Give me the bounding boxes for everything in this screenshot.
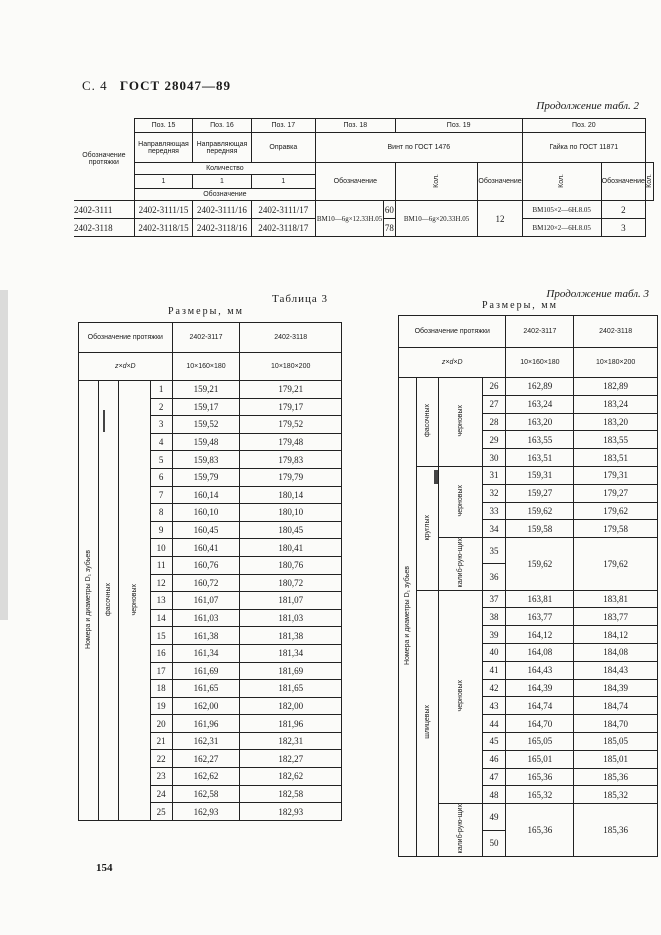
t3-diameter: 181,96 [240, 715, 342, 733]
t3b-tooth-number: 41 [482, 661, 506, 679]
row-p19q: 12 [478, 201, 522, 237]
t3b-tooth-number: 48 [482, 786, 506, 804]
t3-code-1: 2402-3117 [172, 323, 240, 353]
t3b-tooth-number: 43 [482, 697, 506, 715]
row-2-p17: 2402-3118/17 [251, 219, 315, 237]
t3b-group-shlicevyh: шлицевых [416, 590, 438, 856]
t3b-code-1: 2402-3117 [506, 316, 574, 348]
t3b-diameter: 165,36 [506, 804, 574, 857]
t3b-diameter: 163,55 [506, 431, 574, 449]
row-1-p20q: 2 [601, 201, 645, 219]
t3b-tooth-number: 44 [482, 715, 506, 733]
t3-diameter: 180,14 [240, 486, 342, 504]
pos-19: Поз. 19 [395, 119, 522, 133]
t3b-diameter: 163,20 [506, 413, 574, 431]
t3b-diameter: 164,08 [506, 644, 574, 662]
t3b-diameter: 183,55 [574, 431, 658, 449]
sub-qty-18: Кол. [395, 163, 478, 201]
row-2-p20: ВМ120×2—6Н.8.05 [522, 219, 601, 237]
t3-group-label: фасочных [98, 381, 118, 821]
t3-diameter: 161,65 [172, 680, 240, 698]
sub-designation-18: Обозначение [316, 163, 396, 201]
t3b-diameter: 163,77 [506, 608, 574, 626]
t3b-diameter: 183,81 [574, 590, 658, 608]
t3-tooth-number: 23 [150, 768, 172, 786]
name-16: Направляющая передняя [193, 133, 251, 163]
t3b-tooth-number: 42 [482, 679, 506, 697]
page-number: 154 [96, 862, 113, 874]
t3b-tooth-number: 49 [482, 804, 506, 830]
row-p18: ВМ10—6g×12.33Н.05 [316, 201, 384, 237]
t3b-tooth-number: 33 [482, 502, 506, 520]
t3b-tooth-number: 45 [482, 733, 506, 751]
t3-code-2: 2402-3118 [240, 323, 342, 353]
t3b-diameter: 163,51 [506, 449, 574, 467]
designation-label: Обозначение [134, 189, 315, 201]
t3-tooth-number: 16 [150, 644, 172, 662]
t3b-tooth-number: 30 [482, 449, 506, 467]
scan-edge [0, 290, 8, 620]
t3-tooth-number: 9 [150, 521, 172, 539]
t3-tooth-number: 17 [150, 662, 172, 680]
name-20: Гайка по ГОСТ 11871 [522, 133, 645, 163]
row-1-code: 2402-3111 [74, 201, 134, 219]
t3b-diameter: 162,89 [506, 378, 574, 396]
t3b-group-kruglyh: круглых [416, 466, 438, 590]
table-2-continued [74, 118, 654, 237]
t3b-diameter: 185,05 [574, 733, 658, 751]
t3-tooth-number: 4 [150, 433, 172, 451]
t3b-sub-kalib: калиб-рую-щих [438, 804, 482, 857]
t3b-side-label: Номера и диаметры D₁ зубьев [399, 378, 417, 857]
t3-diameter: 182,93 [240, 803, 342, 821]
t3-diameter: 161,69 [172, 662, 240, 680]
t3-diameter: 179,79 [240, 468, 342, 486]
row-2-p15: 2402-3118/15 [134, 219, 192, 237]
table-3-continued [398, 315, 658, 857]
t3-diameter: 180,72 [240, 574, 342, 592]
t3-designation-header: Обозначение протяжки [79, 323, 173, 353]
t3b-diameter: 184,08 [574, 644, 658, 662]
t3b-param-label: z×d×D [399, 348, 506, 378]
t3-diameter: 182,58 [240, 785, 342, 803]
scan-mark-1 [103, 410, 105, 432]
t3-tooth-number: 20 [150, 715, 172, 733]
t3-diameter: 162,27 [172, 750, 240, 768]
t3b-diameter: 184,43 [574, 661, 658, 679]
sub-designation-19: Обозначение [478, 163, 522, 201]
t3-param-1: 10×160×180 [172, 353, 240, 381]
t3-diameter: 159,17 [172, 398, 240, 416]
t3b-diameter: 183,51 [574, 449, 658, 467]
t3-tooth-number: 22 [150, 750, 172, 768]
t3b-diameter: 164,43 [506, 661, 574, 679]
row-1-p15: 2402-3111/15 [134, 201, 192, 219]
qty-16: 1 [193, 175, 251, 189]
t3b-diameter: 185,01 [574, 750, 658, 768]
t3-diameter: 179,21 [240, 381, 342, 399]
row-1-p18q: 60 [384, 201, 396, 219]
t3-diameter: 182,00 [240, 697, 342, 715]
t3-tooth-number: 5 [150, 451, 172, 469]
sub-qty-20: Кол. [646, 163, 654, 201]
t3-param-label: z×d×D [79, 353, 173, 381]
name-17: Оправка [251, 133, 315, 163]
t3-tooth-number: 2 [150, 398, 172, 416]
t3b-diameter: 184,12 [574, 626, 658, 644]
t3-diameter: 160,76 [172, 556, 240, 574]
t3b-diameter: 185,36 [574, 804, 658, 857]
t3-tooth-number: 3 [150, 416, 172, 434]
t3-diameter: 181,38 [240, 627, 342, 645]
t3b-row [399, 538, 658, 564]
t3-diameter: 179,17 [240, 398, 342, 416]
table3-continuation: Продолжение табл. 3 [546, 288, 649, 300]
t3b-param-2: 10×180×200 [574, 348, 658, 378]
sub-qty-19: Кол. [522, 163, 601, 201]
t3-tooth-number: 11 [150, 556, 172, 574]
table3-title: Таблица 3 [272, 293, 329, 305]
t3-tooth-number: 14 [150, 609, 172, 627]
t3-tooth-number: 19 [150, 697, 172, 715]
qty-17: 1 [251, 175, 315, 189]
table3-sizes: Размеры, мм [168, 306, 244, 317]
t3-diameter: 160,45 [172, 521, 240, 539]
t3b-tooth-number: 28 [482, 413, 506, 431]
pos-16: Поз. 16 [193, 119, 251, 133]
page-label: С. 4 [82, 78, 108, 93]
quantity-label: Количество [134, 163, 315, 175]
t3b-diameter: 184,70 [574, 715, 658, 733]
row-1-p20: ВМ105×2—6Н.8.05 [522, 201, 601, 219]
t3b-diameter: 184,39 [574, 679, 658, 697]
table3b-sizes: Размеры, мм [482, 300, 558, 311]
pos-17: Поз. 17 [251, 119, 315, 133]
row-p19: ВМ10—6g×20.33Н.05 [395, 201, 478, 237]
t3b-diameter: 179,58 [574, 520, 658, 538]
t3-tooth-number: 12 [150, 574, 172, 592]
row-2-code: 2402-3118 [74, 219, 134, 237]
t3b-diameter: 185,32 [574, 786, 658, 804]
t3-tooth-number: 24 [150, 785, 172, 803]
t3-tooth-number: 10 [150, 539, 172, 557]
t3-diameter: 162,31 [172, 732, 240, 750]
qty-15: 1 [134, 175, 192, 189]
t3-diameter: 181,07 [240, 592, 342, 610]
t3-diameter: 161,03 [172, 609, 240, 627]
t3b-tooth-number: 31 [482, 466, 506, 484]
page-header [82, 78, 239, 94]
row-1-p17: 2402-3111/17 [251, 201, 315, 219]
t3b-diameter: 164,39 [506, 679, 574, 697]
t3b-row [399, 590, 658, 608]
t3-tooth-number: 8 [150, 504, 172, 522]
t3-diameter: 160,72 [172, 574, 240, 592]
pos-18: Поз. 18 [316, 119, 396, 133]
t3-diameter: 182,27 [240, 750, 342, 768]
t3b-diameter: 163,81 [506, 590, 574, 608]
t3-diameter: 182,31 [240, 732, 342, 750]
t3-diameter: 159,21 [172, 381, 240, 399]
t3b-diameter: 165,32 [506, 786, 574, 804]
t3-tooth-number: 21 [150, 732, 172, 750]
t3-param-2: 10×180×200 [240, 353, 342, 381]
name-18-19: Винт по ГОСТ 1476 [316, 133, 523, 163]
t3b-diameter: 179,62 [574, 538, 658, 591]
t3-diameter: 181,03 [240, 609, 342, 627]
t3-diameter: 162,62 [172, 768, 240, 786]
t3-diameter: 179,52 [240, 416, 342, 434]
t3-diameter: 179,83 [240, 451, 342, 469]
t3b-diameter: 164,74 [506, 697, 574, 715]
row-2-p18q: 78 [384, 219, 396, 237]
t3-diameter: 159,79 [172, 468, 240, 486]
t3-tooth-number: 7 [150, 486, 172, 504]
t3-row [79, 381, 342, 399]
t3b-group-fasochnyh: фасочных [416, 378, 438, 467]
t3b-diameter: 182,89 [574, 378, 658, 396]
t3b-tooth-number: 47 [482, 768, 506, 786]
t3-diameter: 180,76 [240, 556, 342, 574]
t3b-diameter: 179,31 [574, 466, 658, 484]
t3b-tooth-number: 34 [482, 520, 506, 538]
t3b-tooth-number: 35 [482, 538, 506, 564]
t3-diameter: 161,96 [172, 715, 240, 733]
t3b-diameter: 164,12 [506, 626, 574, 644]
t3b-sub-chernovyh: черновых [438, 590, 482, 804]
t3-diameter: 181,69 [240, 662, 342, 680]
t3b-diameter: 183,77 [574, 608, 658, 626]
t3-diameter: 160,41 [172, 539, 240, 557]
t3b-diameter: 183,20 [574, 413, 658, 431]
t3-diameter: 159,48 [172, 433, 240, 451]
t3-diameter: 161,34 [172, 644, 240, 662]
t3b-tooth-number: 50 [482, 830, 506, 856]
t3b-designation-header: Обозначение протяжки [399, 316, 506, 348]
t3-side-label: Номера и диаметры D₁ зубьев [79, 381, 99, 821]
t3b-sub-chernovyh: черновых [438, 466, 482, 537]
t3b-code-2: 2402-3118 [574, 316, 658, 348]
t3-diameter: 182,62 [240, 768, 342, 786]
t3-diameter: 180,41 [240, 539, 342, 557]
t3b-tooth-number: 40 [482, 644, 506, 662]
t3b-tooth-number: 26 [482, 378, 506, 396]
row-2-p16: 2402-3118/16 [193, 219, 251, 237]
t3-diameter: 162,58 [172, 785, 240, 803]
t3b-tooth-number: 37 [482, 590, 506, 608]
t3-tooth-number: 15 [150, 627, 172, 645]
t3b-row [399, 804, 658, 830]
t3b-diameter: 163,24 [506, 395, 574, 413]
table2-continuation: Продолжение табл. 2 [536, 100, 639, 112]
t3b-param-1: 10×160×180 [506, 348, 574, 378]
designation-header: Обозначение протяжки [82, 152, 126, 167]
t3-diameter: 181,65 [240, 680, 342, 698]
t3b-sub-chernovyh: черновых [438, 378, 482, 467]
scan-mark-2 [434, 470, 438, 484]
t3b-sub-kalib: калиб-рую-щих [438, 538, 482, 591]
t3-tooth-number: 13 [150, 592, 172, 610]
t3-diameter: 161,07 [172, 592, 240, 610]
t3b-diameter: 165,01 [506, 750, 574, 768]
t3b-diameter: 164,70 [506, 715, 574, 733]
t3-diameter: 181,34 [240, 644, 342, 662]
table-3 [78, 322, 342, 821]
pos-20: Поз. 20 [522, 119, 645, 133]
t3-diameter: 180,10 [240, 504, 342, 522]
t3b-tooth-number: 32 [482, 484, 506, 502]
t3-sub-label: черновых [118, 381, 150, 821]
t3-diameter: 179,48 [240, 433, 342, 451]
pos-15: Поз. 15 [134, 119, 192, 133]
t3-tooth-number: 6 [150, 468, 172, 486]
row-2-p20q: 3 [601, 219, 645, 237]
t3-diameter: 160,10 [172, 504, 240, 522]
t3b-tooth-number: 27 [482, 395, 506, 413]
t3b-diameter: 159,62 [506, 502, 574, 520]
t3b-diameter: 184,74 [574, 697, 658, 715]
name-15: Направляющая передняя [134, 133, 192, 163]
row-1-p16: 2402-3111/16 [193, 201, 251, 219]
t3b-diameter: 165,05 [506, 733, 574, 751]
t3b-tooth-number: 39 [482, 626, 506, 644]
t3b-row [399, 378, 658, 396]
t3b-diameter: 183,24 [574, 395, 658, 413]
t3b-diameter: 179,27 [574, 484, 658, 502]
t3b-tooth-number: 38 [482, 608, 506, 626]
standard-number: ГОСТ 28047—89 [119, 78, 231, 93]
t3b-diameter: 159,62 [506, 538, 574, 591]
sub-designation-20: Обозначение [601, 163, 645, 201]
t3b-tooth-number: 29 [482, 431, 506, 449]
t3b-diameter: 179,62 [574, 502, 658, 520]
t3b-diameter: 165,36 [506, 768, 574, 786]
t3-diameter: 162,00 [172, 697, 240, 715]
t3-diameter: 161,38 [172, 627, 240, 645]
t3b-diameter: 159,31 [506, 466, 574, 484]
t3-diameter: 180,45 [240, 521, 342, 539]
t3-diameter: 159,52 [172, 416, 240, 434]
t3-diameter: 159,83 [172, 451, 240, 469]
t3-tooth-number: 18 [150, 680, 172, 698]
t3b-diameter: 185,36 [574, 768, 658, 786]
t3-tooth-number: 1 [150, 381, 172, 399]
t3b-diameter: 159,58 [506, 520, 574, 538]
t3b-tooth-number: 36 [482, 564, 506, 590]
t3b-diameter: 159,27 [506, 484, 574, 502]
t3-diameter: 162,93 [172, 803, 240, 821]
t3-tooth-number: 25 [150, 803, 172, 821]
t3-diameter: 160,14 [172, 486, 240, 504]
t3b-tooth-number: 46 [482, 750, 506, 768]
